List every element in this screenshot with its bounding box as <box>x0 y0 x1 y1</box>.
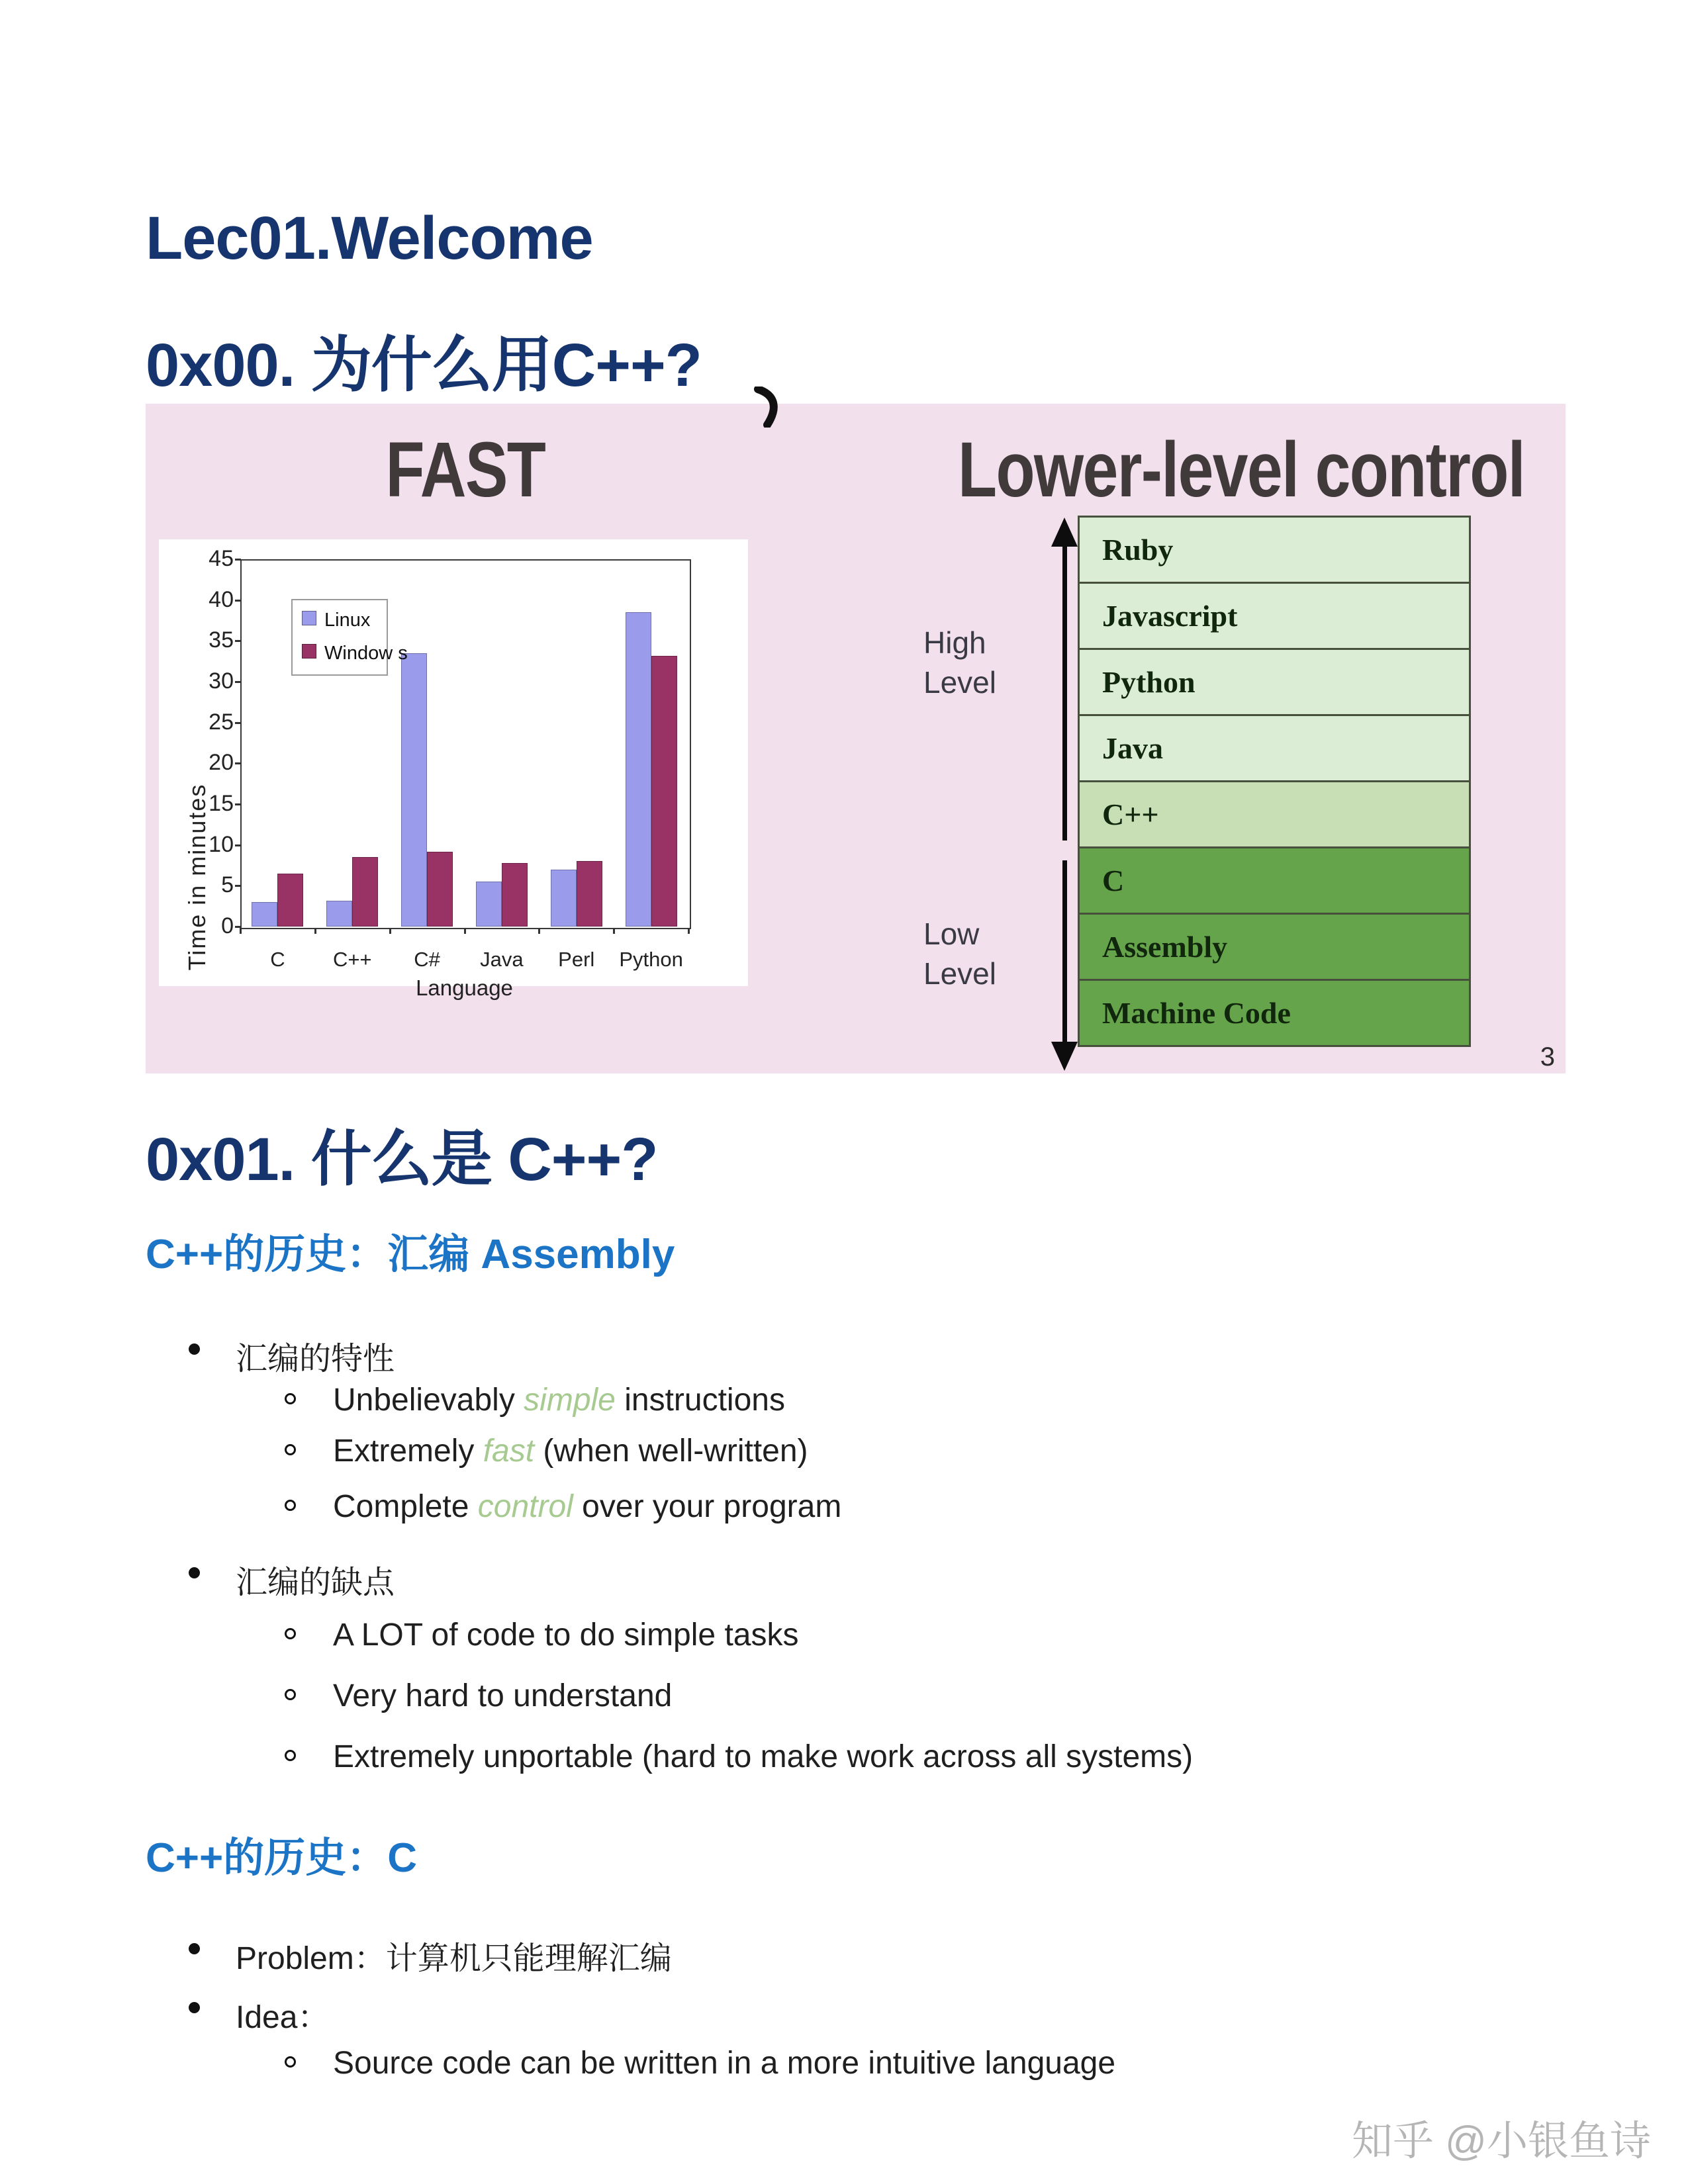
y-tick-label: 35 <box>209 627 234 653</box>
y-tick-label: 20 <box>209 750 234 776</box>
y-tick-mark <box>235 844 241 846</box>
list-item <box>0 1739 1688 1785</box>
bullet-ring-icon <box>285 1500 296 1511</box>
list-item-label: Idea： <box>236 2000 330 2035</box>
bar-windows-C <box>277 874 303 927</box>
x-tick-mark <box>688 928 690 934</box>
list-item <box>0 1678 1688 1724</box>
list-item <box>0 1991 1688 2038</box>
text-emphasis: control <box>477 1489 573 1524</box>
y-tick-label: 15 <box>209 791 234 816</box>
bar-windows-Python <box>651 656 677 927</box>
watermark: 知乎 @小银鱼诗 <box>1351 2118 1651 2164</box>
y-tick-label: 40 <box>209 586 234 612</box>
level-box-python: Python <box>1078 648 1471 716</box>
bar-linux-C <box>252 902 277 927</box>
level-box-java: Java <box>1078 714 1471 782</box>
list-item-label: Extremely unportable (hard to make work across all systems) <box>333 1739 1194 1774</box>
text-emphasis: simple <box>524 1383 616 1418</box>
slide-right-title: Lower-level control <box>957 426 1524 514</box>
list-item-label: 汇编的特性 <box>236 1342 395 1377</box>
slide-left-title: FAST <box>385 426 545 514</box>
slide-page-number: 3 <box>1540 1042 1555 1071</box>
x-tick-mark <box>314 928 316 934</box>
x-category-label: Perl <box>558 948 595 971</box>
section-heading-why-cpp: 0x00. 为什么用C++? <box>146 332 702 399</box>
x-category-label: C# <box>414 948 440 971</box>
x-category-label: Python <box>619 948 683 971</box>
low-level-label-line1: Low <box>923 917 980 951</box>
y-tick-label: 5 <box>221 872 234 898</box>
legend-label: Linux <box>324 610 371 631</box>
cropped-letter-tail <box>751 387 787 428</box>
list-item-label <box>333 1433 808 1469</box>
text-pre: Extremely <box>333 1433 483 1469</box>
bullet-ring-icon <box>285 2056 296 2068</box>
y-tick-mark <box>235 803 241 805</box>
x-category-label: C <box>270 948 285 971</box>
list-item-label <box>333 1488 841 1525</box>
bullet-icon <box>189 1343 200 1355</box>
y-tick-label: 10 <box>209 831 234 857</box>
low-level-label-line2: Level <box>923 956 996 991</box>
y-tick-label: 25 <box>209 709 234 735</box>
x-tick-mark <box>613 928 615 934</box>
level-box-assembly: Assembly <box>1078 913 1471 981</box>
y-tick-mark <box>235 885 241 887</box>
list-item <box>0 1333 1688 1379</box>
list-item <box>0 1488 1688 1535</box>
bar-linux-Perl <box>551 870 577 927</box>
bar-linux-Csharp <box>401 653 427 927</box>
chart-legend <box>291 599 408 676</box>
legend-label: Window s <box>324 643 408 664</box>
text-pre: Unbelievably <box>333 1383 524 1418</box>
level-box-javascript: Javascript <box>1078 582 1471 650</box>
bar-windows-Perl <box>577 861 602 927</box>
slide-image <box>146 404 1566 1073</box>
y-tick-label: 0 <box>221 913 234 938</box>
level-box-c: C <box>1078 846 1471 915</box>
list-item <box>0 1557 1688 1603</box>
x-category-label: C++ <box>332 948 372 971</box>
list-item-label <box>333 1382 785 1418</box>
list-item <box>0 2045 1688 2091</box>
list-item-label: 汇编的缺点 <box>236 1565 395 1600</box>
bar-linux-Cpp <box>326 901 352 927</box>
high-level-arrow-shaft <box>1062 544 1067 841</box>
text-post: instructions <box>615 1383 785 1418</box>
low-level-arrow-icon <box>1051 1042 1078 1071</box>
level-box-ruby: Ruby <box>1078 516 1471 584</box>
bar-windows-Csharp <box>427 852 453 927</box>
subheading-c: C++的历史：C <box>146 1835 417 1881</box>
page-title: Lec01.Welcome <box>146 205 593 272</box>
list-item <box>0 1617 1688 1663</box>
level-box-machine-code: Machine Code <box>1078 979 1471 1047</box>
text-pre: Complete <box>333 1489 478 1524</box>
bullet-ring-icon <box>285 1444 296 1455</box>
chart-y-axis-label: Time in minutes <box>183 783 211 971</box>
list-item <box>0 1933 1688 1979</box>
section-heading-what-cpp: 0x01. 什么是 C++? <box>146 1126 658 1193</box>
x-tick-mark <box>464 928 466 934</box>
text-emphasis: fast <box>483 1433 535 1469</box>
x-tick-mark <box>389 928 391 934</box>
y-tick-mark <box>235 722 241 724</box>
x-tick-mark <box>240 928 242 934</box>
bar-linux-Java <box>476 882 502 927</box>
subheading-assembly: C++的历史：汇编 Assembly <box>146 1232 675 1277</box>
level-box-cpp: C++ <box>1078 780 1471 848</box>
bullet-ring-icon <box>285 1689 296 1700</box>
list-item-label: Source code can be written in a more intuitive language <box>333 2046 1116 2081</box>
list-item-label: Problem：计算机只能理解汇编 <box>236 1941 672 1976</box>
bullet-icon <box>189 2002 200 2013</box>
y-tick-mark <box>235 681 241 683</box>
high-level-label-line2: Level <box>923 664 996 700</box>
bar-windows-Cpp <box>352 857 378 927</box>
bullet-ring-icon <box>285 1750 296 1761</box>
list-item-label: Very hard to understand <box>333 1678 673 1713</box>
bullet-ring-icon <box>285 1393 296 1404</box>
text-post: (when well-written) <box>534 1433 808 1469</box>
legend-swatch-icon <box>302 611 316 625</box>
high-level-arrow-icon <box>1051 518 1078 547</box>
x-category-label: Java <box>480 948 524 971</box>
y-tick-label: 30 <box>209 668 234 694</box>
text-post: over your program <box>573 1489 842 1524</box>
chart-x-axis-label: Language <box>416 976 513 1000</box>
list-item <box>0 1382 1688 1428</box>
y-tick-mark <box>235 640 241 642</box>
list-item-label: A LOT of code to do simple tasks <box>333 1617 799 1653</box>
high-level-label <box>923 623 996 703</box>
x-tick-mark <box>538 928 540 934</box>
bullet-ring-icon <box>285 1628 296 1639</box>
low-level-arrow-shaft <box>1062 860 1067 1043</box>
y-tick-mark <box>235 559 241 561</box>
bullet-icon <box>189 1567 200 1578</box>
bar-linux-Python <box>626 612 651 927</box>
high-level-label-line1: High <box>923 625 986 660</box>
y-tick-label: 45 <box>209 546 234 571</box>
list-item <box>0 1433 1688 1479</box>
language-level-stack <box>1078 518 1471 1047</box>
legend-swatch-icon <box>302 644 316 659</box>
bullet-icon <box>189 1943 200 1954</box>
low-level-label <box>923 915 996 994</box>
y-tick-mark <box>235 762 241 764</box>
bar-windows-Java <box>502 863 528 927</box>
y-tick-mark <box>235 600 241 602</box>
